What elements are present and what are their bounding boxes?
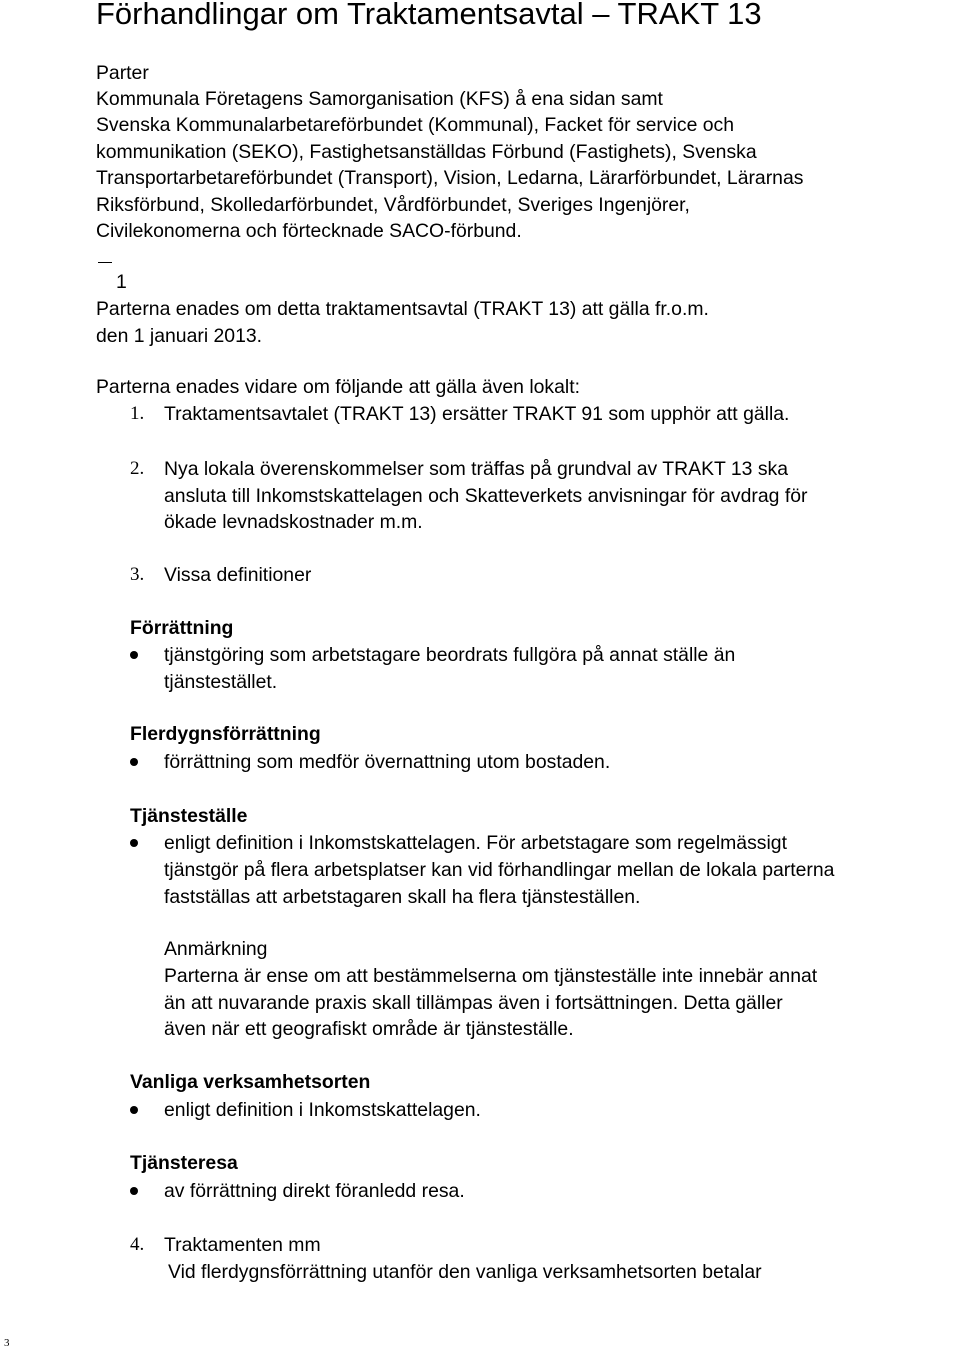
definition-term: Tjänsteställe xyxy=(130,805,248,827)
item-text-line: Vid flerdygnsförrättning utanför den vanliga verksamhetsorten betalar xyxy=(168,1261,762,1283)
definition-text-line: förrättning som medför övernattning utom bostaden. xyxy=(164,751,611,773)
note-text-line: även när ett geografiskt område är tjänsteställe. xyxy=(164,1018,574,1040)
parties-heading: Parter xyxy=(96,62,149,84)
definition-text-line: enligt definition i Inkomstskattelagen. xyxy=(164,1099,481,1121)
definition-text-line: tjänstestället. xyxy=(164,671,278,693)
parties-line: Riksförbund, Skolledarförbundet, Vårdförbundet, Sveriges Ingenjörer, xyxy=(96,194,690,216)
section-text-line: den 1 januari 2013. xyxy=(96,325,263,347)
definition-text-line: av förrättning direkt föranledd resa. xyxy=(164,1180,465,1202)
definition-text-line: fastställas att arbetstagaren skall ha flera tjänsteställen. xyxy=(164,886,641,908)
parties-line: Svenska Kommunalarbetareförbundet (Kommunal), Facket för service och xyxy=(96,114,735,136)
item-text-line: Nya lokala överenskommelser som träffas på grundval av TRAKT 13 ska xyxy=(164,458,789,480)
definition-text-line: tjänstgör på flera arbetsplatser kan vid förhandlingar mellan de lokala parterna xyxy=(164,859,835,881)
item-label: Vissa definitioner xyxy=(164,564,312,586)
parties-line: Civilekonomerna och förtecknade SACO-förbund. xyxy=(96,220,522,242)
parties-line: Transportarbetareförbundet (Transport), Vision, Ledarna, Lärarförbundet, Lärarnas xyxy=(96,167,804,189)
page-number: 3 xyxy=(4,1337,10,1349)
item-number: 2. xyxy=(130,458,145,479)
item-label: Traktamenten mm xyxy=(164,1234,321,1256)
item-text-line: ökade levnadskostnader m.m. xyxy=(164,511,423,533)
section-mark-icon xyxy=(98,262,112,267)
section-text-line: Parterna enades om detta traktamentsavtal (TRAKT 13) att gälla fr.o.m. xyxy=(96,298,709,320)
document-title: Förhandlingar om Traktamentsavtal – TRAKT 13 xyxy=(96,0,762,31)
parties-line: kommunikation (SEKO), Fastighetsanställdas Förbund (Fastighets), Svenska xyxy=(96,141,757,163)
bullet-icon xyxy=(130,758,138,766)
local-intro: Parterna enades vidare om följande att gälla även lokalt: xyxy=(96,376,580,398)
bullet-icon xyxy=(130,1187,138,1195)
definition-text-line: enligt definition i Inkomstskattelagen. För arbetstagare som regelmässigt xyxy=(164,832,787,854)
definition-text-line: tjänstgöring som arbetstagare beordrats fullgöra på annat ställe än xyxy=(164,644,736,666)
bullet-icon xyxy=(130,1106,138,1114)
item-number: 1. xyxy=(130,403,145,424)
item-number: 4. xyxy=(130,1234,145,1255)
parties-line: Kommunala Företagens Samorganisation (KFS) å ena sidan samt xyxy=(96,88,663,110)
item-text-line: Traktamentsavtalet (TRAKT 13) ersätter TRAKT 91 som upphör att gälla. xyxy=(164,403,790,425)
note-text-line: än att nuvarande praxis skall tillämpas även i fortsättningen. Detta gäller xyxy=(164,992,783,1014)
definition-term: Förrättning xyxy=(130,617,234,639)
definition-term: Tjänsteresa xyxy=(130,1152,238,1174)
definition-term: Vanliga verksamhetsorten xyxy=(130,1071,371,1093)
definition-term: Flerdygnsförrättning xyxy=(130,723,321,745)
note-text-line: Parterna är ense om att bestämmelserna om tjänsteställe inte innebär annat xyxy=(164,965,818,987)
item-number: 3. xyxy=(130,564,145,585)
bullet-icon xyxy=(130,651,138,659)
section-number: 1 xyxy=(116,271,127,293)
bullet-icon xyxy=(130,839,138,847)
note-heading: Anmärkning xyxy=(164,938,268,960)
item-text-line: ansluta till Inkomstskattelagen och Skatteverkets anvisningar för avdrag för xyxy=(164,485,808,507)
